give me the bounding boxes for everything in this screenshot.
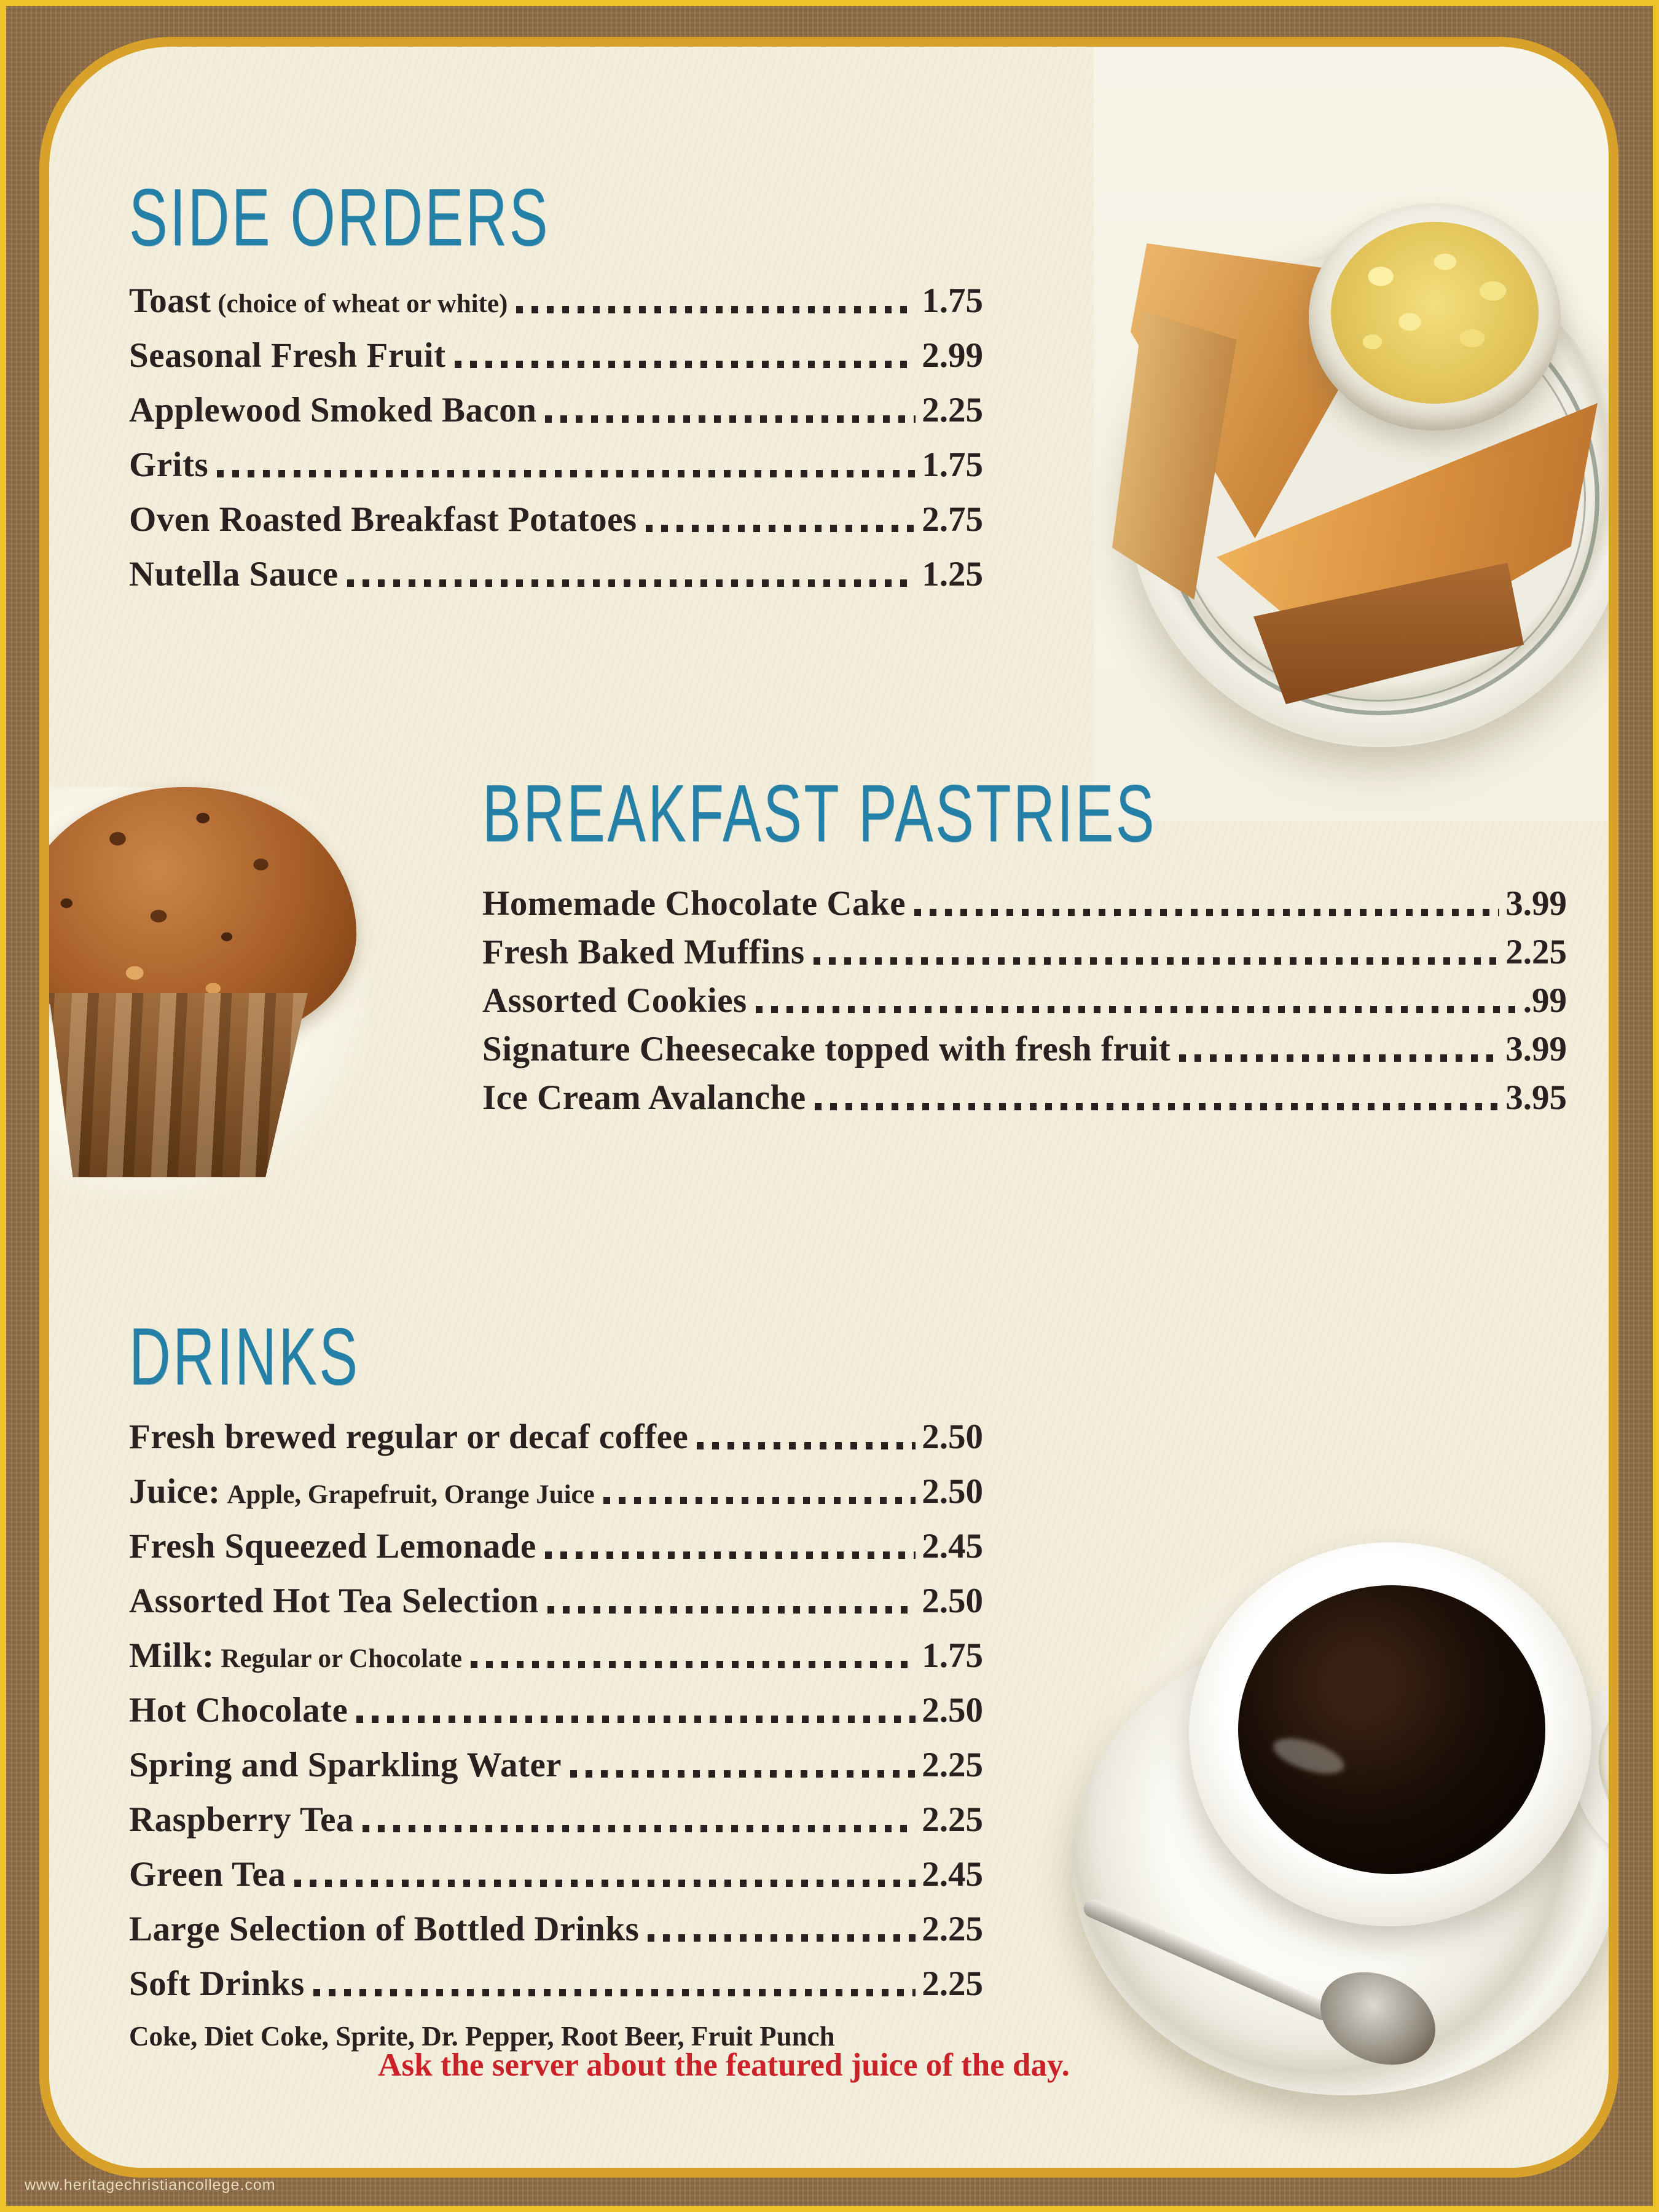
menu-item-note: (choice of wheat or white)	[211, 289, 508, 318]
dotted-leader	[815, 1103, 1500, 1110]
menu-item-name: Ice Cream Avalanche	[482, 1078, 806, 1117]
side-orders-list	[129, 283, 983, 611]
menu-item-price: 1.75	[922, 281, 983, 320]
menu-item-price: 2.50	[922, 1472, 983, 1511]
menu-item-row	[129, 1583, 983, 1618]
dotted-leader	[756, 1006, 1517, 1013]
featured-juice-note: Ask the server about the featured juice of the day.	[378, 2047, 1070, 2083]
menu-item-name: Signature Cheesecake topped with fresh fruit	[482, 1030, 1171, 1069]
menu-item-note: Regular or Chocolate	[214, 1644, 462, 1673]
dotted-leader	[356, 1716, 916, 1723]
menu-item-price: 2.99	[922, 336, 983, 375]
menu-item-row	[482, 982, 1567, 1018]
dotted-leader	[471, 1661, 916, 1668]
menu-item-name: Assorted Cookies	[482, 981, 747, 1020]
watermark: www.heritagechristiancollege.com	[25, 2176, 276, 2194]
dotted-leader	[545, 1551, 916, 1559]
menu-item-row	[129, 447, 983, 482]
menu-item-price: 2.50	[922, 1582, 983, 1620]
menu-item-name: Fresh Squeezed Lemonade	[129, 1527, 536, 1566]
menu-item-name: Grits	[129, 445, 209, 484]
menu-item-row	[129, 1856, 983, 1892]
menu-item-name: Fresh Baked Muffins	[482, 933, 805, 971]
menu-item-name: Seasonal Fresh Fruit	[129, 336, 446, 375]
menu-item-name: Toast (choice of wheat or white)	[129, 281, 508, 320]
menu-item-price: 2.25	[922, 391, 983, 429]
menu-item-row	[129, 283, 983, 318]
breakfast-pastries-list	[482, 885, 1567, 1128]
toast-photo	[1094, 47, 1618, 821]
coffee-surface	[1238, 1585, 1545, 1874]
menu-item-price: 1.25	[922, 555, 983, 594]
menu-item-name: Fresh brewed regular or decaf coffee	[129, 1418, 689, 1456]
butter	[1331, 222, 1539, 404]
menu-item-price: 1.75	[922, 445, 983, 484]
dotted-leader	[347, 579, 916, 587]
menu-item-row	[129, 556, 983, 592]
menu-item-name: Hot Chocolate	[129, 1691, 348, 1730]
dotted-leader	[914, 909, 1499, 916]
menu-item-row	[129, 1419, 983, 1454]
menu-item-row	[129, 1802, 983, 1837]
menu-item-price: 1.75	[922, 1636, 983, 1675]
menu-item-row	[129, 1747, 983, 1783]
menu-item-name: Nutella Sauce	[129, 555, 339, 594]
menu-item-row	[129, 1637, 983, 1673]
soft-drinks-varieties: Coke, Diet Coke, Sprite, Dr. Pepper, Root Beer, Fruit Punch	[129, 2021, 835, 2052]
menu-item-name: Raspberry Tea	[129, 1800, 354, 1839]
muffin-photo	[49, 787, 369, 1199]
butter-bowl	[1309, 203, 1561, 431]
menu-item-price: 2.25	[1505, 933, 1567, 971]
menu-item-price: 3.99	[1505, 1030, 1567, 1069]
menu-item-price: 2.25	[922, 1910, 983, 1948]
menu-item-name: Assorted Hot Tea Selection	[129, 1582, 539, 1620]
menu-item-name: Oven Roasted Breakfast Potatoes	[129, 500, 637, 539]
menu-item-name: Green Tea	[129, 1855, 286, 1894]
menu-item-row	[129, 501, 983, 537]
menu-item-row	[482, 934, 1567, 970]
menu-item-name: Soft Drinks	[129, 1964, 305, 2003]
dotted-leader	[516, 306, 916, 313]
menu-item-price: .99	[1523, 981, 1567, 1020]
menu-item-name: Applewood Smoked Bacon	[129, 391, 537, 429]
section-title-breakfast-pastries: BREAKFAST PASTRIES	[482, 768, 1156, 858]
dotted-leader	[1179, 1054, 1499, 1062]
menu-item-row	[129, 337, 983, 373]
menu-item-price: 3.95	[1505, 1078, 1567, 1117]
dotted-leader	[545, 415, 916, 423]
dotted-leader	[814, 957, 1500, 965]
dotted-leader	[313, 1989, 916, 1996]
dotted-leader	[217, 470, 916, 477]
menu-item-price: 3.99	[1505, 884, 1567, 923]
menu-item-row	[129, 1473, 983, 1509]
menu-item-price: 2.25	[922, 1800, 983, 1839]
menu-item-row	[129, 1528, 983, 1564]
drinks-list	[129, 1419, 983, 2052]
dotted-leader	[697, 1442, 916, 1449]
menu-paper	[39, 37, 1618, 2178]
dotted-leader	[294, 1880, 916, 1887]
dotted-leader	[547, 1606, 916, 1614]
menu-item-row	[129, 1692, 983, 1728]
menu-item-row	[482, 1031, 1567, 1067]
dotted-leader	[363, 1825, 916, 1832]
menu-item-row	[482, 885, 1567, 921]
section-title-drinks: DRINKS	[129, 1311, 360, 1402]
dotted-leader	[646, 525, 916, 532]
menu-item-price: 2.45	[922, 1855, 983, 1894]
menu-item-name: Large Selection of Bottled Drinks	[129, 1910, 640, 1948]
menu-item-price: 2.25	[922, 1746, 983, 1784]
menu-item-name: Homemade Chocolate Cake	[482, 884, 906, 923]
dotted-leader	[570, 1770, 916, 1778]
dotted-leader	[455, 361, 916, 368]
menu-item-name: Milk: Regular or Chocolate	[129, 1636, 462, 1675]
menu-item-row	[129, 1966, 983, 2001]
dotted-leader	[603, 1497, 916, 1504]
dotted-leader	[648, 1934, 916, 1942]
menu-item-name: Spring and Sparkling Water	[129, 1746, 562, 1784]
menu-item-price: 2.25	[922, 1964, 983, 2003]
menu-item-note: Apple, Grapefruit, Orange Juice	[220, 1480, 595, 1509]
menu-item-row	[129, 392, 983, 428]
menu-item-row	[482, 1080, 1567, 1115]
menu-item-name: Juice: Apple, Grapefruit, Orange Juice	[129, 1472, 595, 1511]
menu-item-price: 2.50	[922, 1691, 983, 1730]
coffee-photo	[1081, 1536, 1618, 2108]
muffin-liner	[39, 993, 329, 1177]
menu-item-price: 2.45	[922, 1527, 983, 1566]
section-title-side-orders: SIDE ORDERS	[129, 172, 550, 262]
menu-item-row	[129, 1911, 983, 1947]
menu-item-price: 2.50	[922, 1418, 983, 1456]
menu-item-price: 2.75	[922, 500, 983, 539]
